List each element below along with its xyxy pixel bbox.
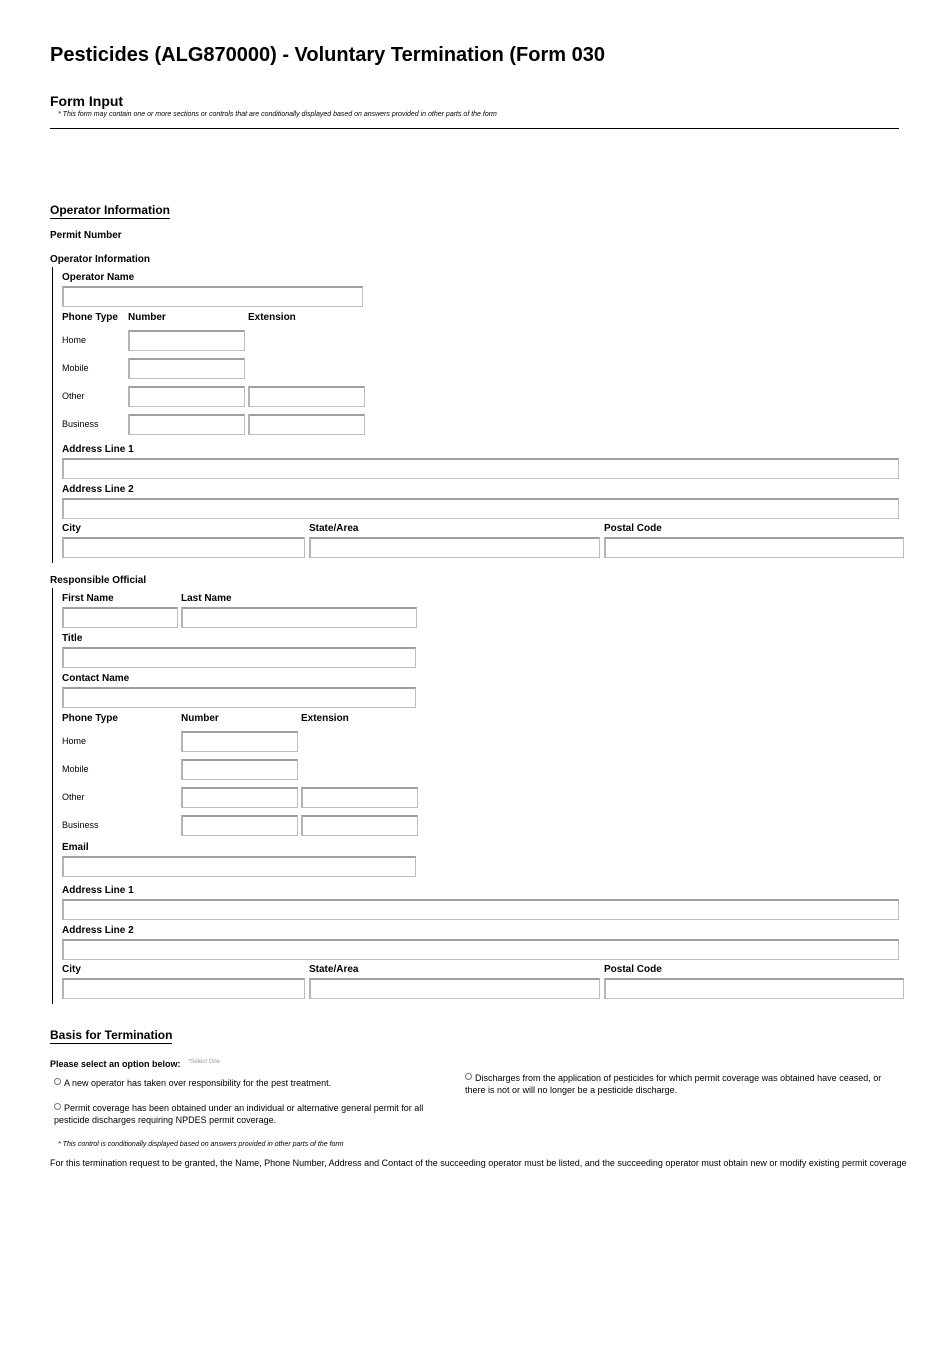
first-name-label: First Name [62, 593, 114, 604]
contact-name-label: Contact Name [62, 673, 130, 684]
official-state-input[interactable] [309, 978, 600, 999]
form-input-heading: Form Input [50, 93, 124, 109]
operator-address2-label: Address Line 2 [62, 484, 134, 495]
official-home-phone-input[interactable] [181, 731, 298, 752]
operator-info-subheading: Operator Information [50, 254, 151, 265]
operator-home-phone-input[interactable] [128, 330, 245, 351]
official-other-extension-input[interactable] [301, 787, 418, 808]
operator-name-input[interactable] [62, 286, 363, 307]
operator-postal-label: Postal Code [604, 523, 662, 534]
termination-option-alternative-permit[interactable] [54, 1102, 444, 1126]
official-address1-input[interactable] [62, 899, 899, 920]
official-address2-input[interactable] [62, 939, 899, 960]
official-phone-number-header: Number [181, 713, 219, 724]
official-title-label: Title [62, 633, 83, 644]
operator-city-input[interactable] [62, 537, 305, 558]
official-mobile-phone-input[interactable] [181, 759, 298, 780]
contact-name-input[interactable] [62, 687, 416, 708]
operator-name-label: Operator Name [62, 272, 135, 283]
responsible-official-heading: Responsible Official [50, 575, 147, 586]
official-email-input[interactable] [62, 856, 416, 877]
option-new-operator-label: A new operator has taken over responsibility for the pest treatment. [64, 1078, 332, 1088]
operator-phone-number-header: Number [128, 312, 166, 323]
last-name-input[interactable] [181, 607, 417, 628]
termination-option-discharges-ceased[interactable] [465, 1072, 895, 1096]
option-discharges-ceased-label: Discharges from the application of pesticides for which permit coverage was obtained have ceased, or there is not or will no longer be a pesticide discharge. [465, 1073, 882, 1095]
operator-mobile-phone-input[interactable] [128, 358, 245, 379]
radio-alternative-permit[interactable] [54, 1103, 61, 1110]
termination-prompt-row [50, 1054, 220, 1072]
operator-other-extension-input[interactable] [248, 386, 365, 407]
operator-state-label: State/Area [309, 523, 359, 534]
official-other-phone-input[interactable] [181, 787, 298, 808]
operator-address2-input[interactable] [62, 498, 899, 519]
termination-option-new-operator[interactable] [54, 1077, 444, 1089]
radio-discharges-ceased[interactable] [465, 1073, 472, 1080]
official-city-label: City [62, 964, 81, 975]
header-divider [50, 128, 899, 129]
official-address1-label: Address Line 1 [62, 885, 134, 896]
official-state-label: State/Area [309, 964, 359, 975]
option-alternative-permit-label: Permit coverage has been obtained under an individual or alternative general permit for all pesticide discharges requiring NPDES permit coverage. [54, 1103, 424, 1125]
permit-number-label: Permit Number [50, 230, 122, 241]
radio-new-operator[interactable] [54, 1078, 61, 1085]
conditional-note: * This control is conditionally displayed based on answers provided in other parts of the form [58, 1141, 344, 1148]
operator-address1-label: Address Line 1 [62, 444, 134, 455]
official-city-input[interactable] [62, 978, 305, 999]
termination-instruction: For this termination request to be granted, the Name, Phone Number, Address and Contact of the succeeding operator must be listed, and the succeeding operator must obtain new or modify existing permit coverage [50, 1158, 907, 1168]
operator-group-border [52, 267, 53, 563]
operator-phone-type-other: Other [62, 391, 85, 401]
official-business-extension-input[interactable] [301, 815, 418, 836]
operator-phone-type-header: Phone Type [62, 312, 118, 323]
operator-phone-type-business: Business [62, 419, 99, 429]
operator-state-input[interactable] [309, 537, 600, 558]
official-phone-type-other: Other [62, 792, 85, 802]
official-title-input[interactable] [62, 647, 416, 668]
official-postal-label: Postal Code [604, 964, 662, 975]
operator-address1-input[interactable] [62, 458, 899, 479]
official-phone-extension-header: Extension [301, 713, 349, 724]
operator-phone-type-mobile: Mobile [62, 363, 89, 373]
termination-section-heading: Basis for Termination [50, 1028, 173, 1042]
official-postal-input[interactable] [604, 978, 904, 999]
operator-postal-input[interactable] [604, 537, 904, 558]
termination-prompt-hint: *Select One [188, 1059, 221, 1065]
official-email-label: Email [62, 842, 89, 853]
official-phone-type-home: Home [62, 736, 87, 746]
responsible-group-border [52, 588, 53, 1004]
last-name-label: Last Name [181, 593, 232, 604]
page-title: Pesticides (ALG870000) - Voluntary Termination (Form 030 [50, 44, 605, 66]
operator-phone-extension-header: Extension [248, 312, 296, 323]
operator-other-phone-input[interactable] [128, 386, 245, 407]
official-phone-type-header: Phone Type [62, 713, 118, 724]
operator-city-label: City [62, 523, 81, 534]
operator-business-extension-input[interactable] [248, 414, 365, 435]
form-note: * This form may contain one or more sections or controls that are conditionally displayed based on answers provided in other parts of the form [58, 111, 497, 118]
first-name-input[interactable] [62, 607, 178, 628]
operator-business-phone-input[interactable] [128, 414, 245, 435]
termination-prompt: Please select an option below: [50, 1059, 181, 1069]
official-business-phone-input[interactable] [181, 815, 298, 836]
operator-phone-type-home: Home [62, 335, 87, 345]
official-phone-type-mobile: Mobile [62, 764, 89, 774]
official-address2-label: Address Line 2 [62, 925, 134, 936]
operator-section-heading: Operator Information [50, 203, 171, 217]
official-phone-type-business: Business [62, 820, 99, 830]
